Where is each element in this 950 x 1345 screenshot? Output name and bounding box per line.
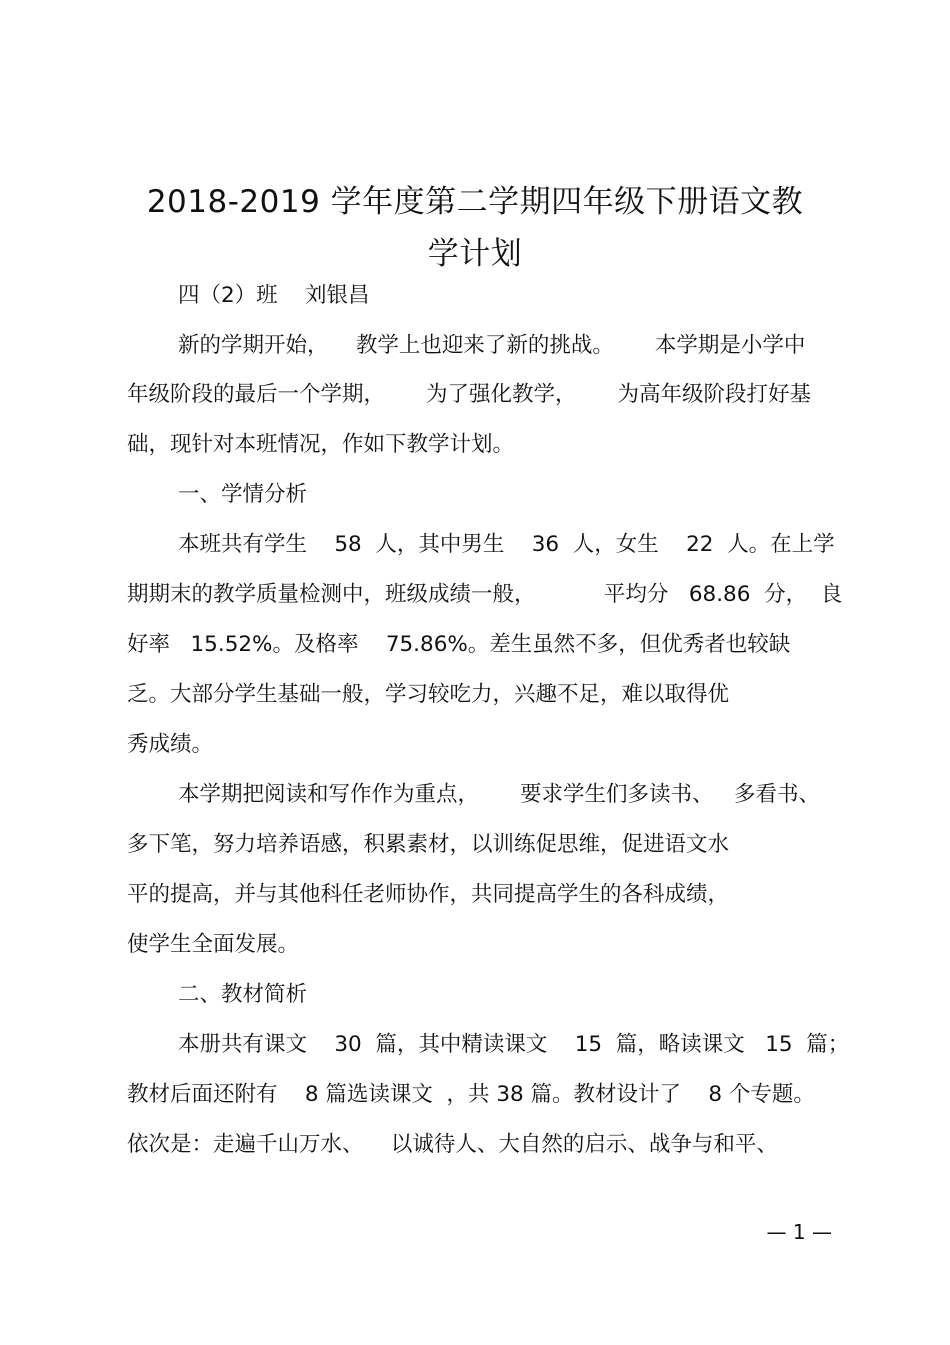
analysis-line-5: 秀成绩。 xyxy=(127,732,214,757)
textbook-line-2: 教材后面还附有 8 篇选读课文 ，共 38 篇。教材设计了 8 个专题。 xyxy=(127,1082,815,1107)
textbook-line-3: 依次是：走遍千山万水、 以诚待人、大自然的启示、战争与和平、 xyxy=(127,1132,778,1157)
document-title-line-1: 2018-2019 学年度第二学期四年级下册语文教 xyxy=(146,184,804,220)
analysis-line-2: 期期末的教学质量检测中，班级成绩一般， 平均分 68.86 分， 良 xyxy=(127,582,843,607)
analysis-line-1: 本班共有学生 58 人，其中男生 36 人，女生 22 人。在上学 xyxy=(178,532,835,557)
analysis-line-4: 乏。大部分学生基础一般，学习较吃力，兴趣不足，难以取得优 xyxy=(127,682,730,707)
textbook-line-1: 本册共有课文 30 篇，其中精读课文 15 篇，略读课文 15 篇； xyxy=(178,1032,850,1057)
focus-line-1: 本学期把阅读和写作作为重点， 要求学生们多读书、 多看书、 xyxy=(178,782,821,807)
section-heading-1: 一、学情分析 xyxy=(178,482,308,507)
focus-line-3: 平的提高，并与其他科任老师协作，共同提高学生的各科成绩， xyxy=(127,882,730,907)
intro-line-1: 新的学期开始， 教学上也迎来了新的挑战。 本学期是小学中 xyxy=(178,333,806,358)
class-teacher-line: 四（2）班 刘银昌 xyxy=(178,283,370,308)
section-heading-2: 二、教材简析 xyxy=(178,982,308,1007)
page-number: — 1 — xyxy=(766,1220,832,1244)
intro-line-2: 年级阶段的最后一个学期， 为了强化教学， 为高年级阶段打好基 xyxy=(127,382,812,407)
focus-line-4: 使学生全面发展。 xyxy=(127,932,300,957)
document-title-line-2: 学计划 xyxy=(427,236,523,272)
focus-line-2: 多下笔，努力培养语感，积累素材，以训练促思维，促进语文水 xyxy=(127,832,730,857)
intro-line-3: 础，现针对本班情况，作如下教学计划。 xyxy=(127,432,515,457)
analysis-line-3: 好率 15.52%。及格率 75.86%。差生虽然不多，但优秀者也较缺 xyxy=(127,632,791,657)
